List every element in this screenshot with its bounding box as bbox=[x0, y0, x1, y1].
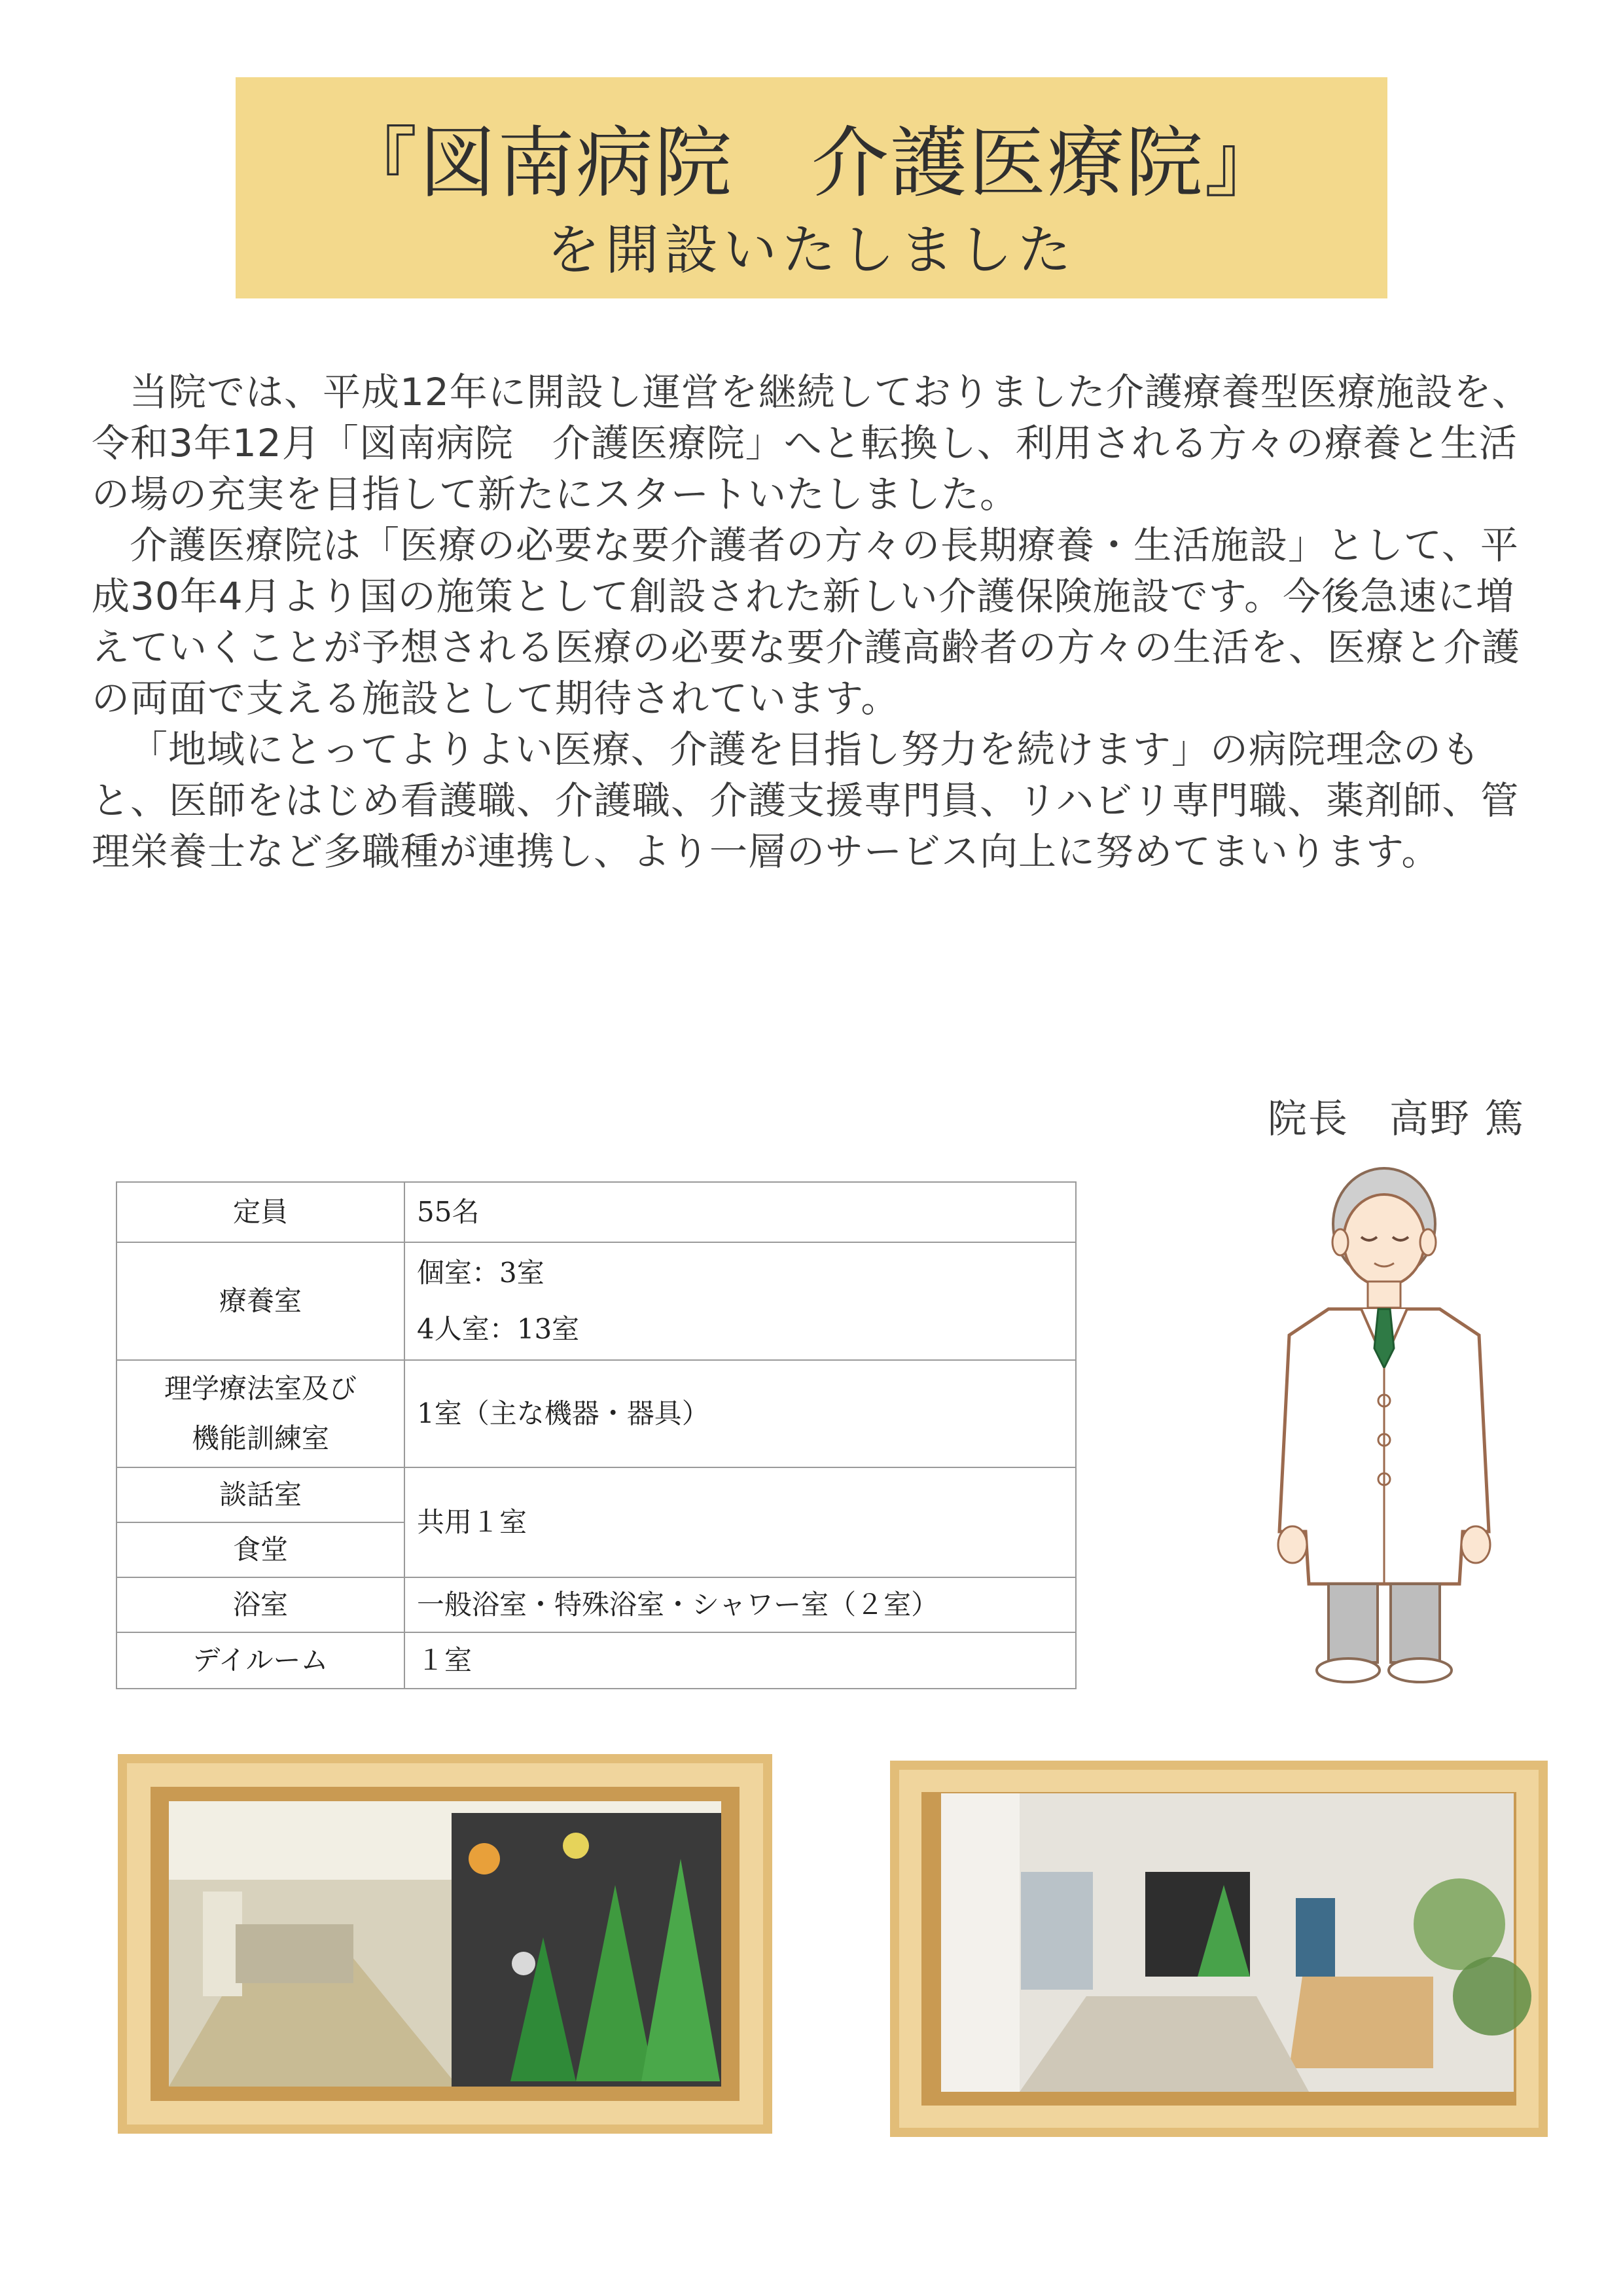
row-label: 食堂 bbox=[116, 1522, 404, 1577]
lounge-photo-frame bbox=[890, 1761, 1548, 2137]
row-value: 55名 bbox=[404, 1182, 1076, 1242]
row-value: 一般浴室・特殊浴室・シャワー室（２室） bbox=[404, 1577, 1076, 1632]
table-row bbox=[116, 1467, 1076, 1522]
director-signature: 院長 高野 篤 bbox=[1267, 1096, 1525, 1142]
row-label: デイルーム bbox=[116, 1632, 404, 1689]
row-label: 定員 bbox=[116, 1182, 404, 1242]
row-label-line: 機能訓練室 bbox=[191, 1422, 329, 1454]
title-banner bbox=[236, 77, 1387, 298]
shared-value: 共用１室 bbox=[404, 1467, 1076, 1577]
title-line-1: 『図南病院 介護医療院』 bbox=[340, 118, 1283, 208]
row-value-line: 4人室：13室 bbox=[417, 1313, 580, 1345]
doctor-illustration bbox=[1263, 1152, 1505, 1689]
row-value-line: 個室：3室 bbox=[417, 1257, 544, 1289]
intro-text bbox=[92, 367, 1544, 877]
intro-paragraph-1: 当院では、平成12年に開設し運営を継続しておりました介護療養型医療施設を、令和3年12月「図南病院 介護医療院」へと転換し、利用される方々の療養と生活の場の充実を目指して新たにスタートいたしました。 bbox=[92, 370, 1531, 516]
row-value bbox=[404, 1242, 1076, 1360]
row-value: １室 bbox=[404, 1632, 1076, 1689]
table-row bbox=[116, 1577, 1076, 1632]
row-value: 1室（主な機器・器具） bbox=[404, 1360, 1076, 1467]
table-row bbox=[116, 1182, 1076, 1242]
intro-paragraph-3: 「地域にとってよりよい医療、介護を目指し努力を続けます」の病院理念のもと、医師をはじめ看護職、介護職、介護支援専門員、リハビリ専門職、薬剤師、管理栄養士など多職種が連携し、より一層のサービス向上に努めてまいります。 bbox=[92, 727, 1520, 874]
table-row bbox=[116, 1242, 1076, 1360]
intro-paragraph-2: 介護医療院は「医療の必要な要介護者の方々の長期療養・生活施設」として、平成30年4月より国の施策として創設された新しい介護保険施設です。今後急速に増えていくことが予想される医療の必要な要介護高齢者の方々の生活を、医療と介護の両面で支える施設として期待されています。 bbox=[92, 523, 1521, 721]
row-label: 浴室 bbox=[116, 1577, 404, 1632]
table-row bbox=[116, 1632, 1076, 1689]
row-label-line: 理学療法室及び bbox=[164, 1372, 357, 1405]
title-line-2: を開設いたしました bbox=[546, 219, 1077, 281]
hallway-photo-frame bbox=[118, 1754, 772, 2134]
row-label: 談話室 bbox=[116, 1467, 404, 1522]
table-row bbox=[116, 1360, 1076, 1467]
facility-table bbox=[116, 1181, 1077, 1689]
row-label: 療養室 bbox=[116, 1242, 404, 1360]
